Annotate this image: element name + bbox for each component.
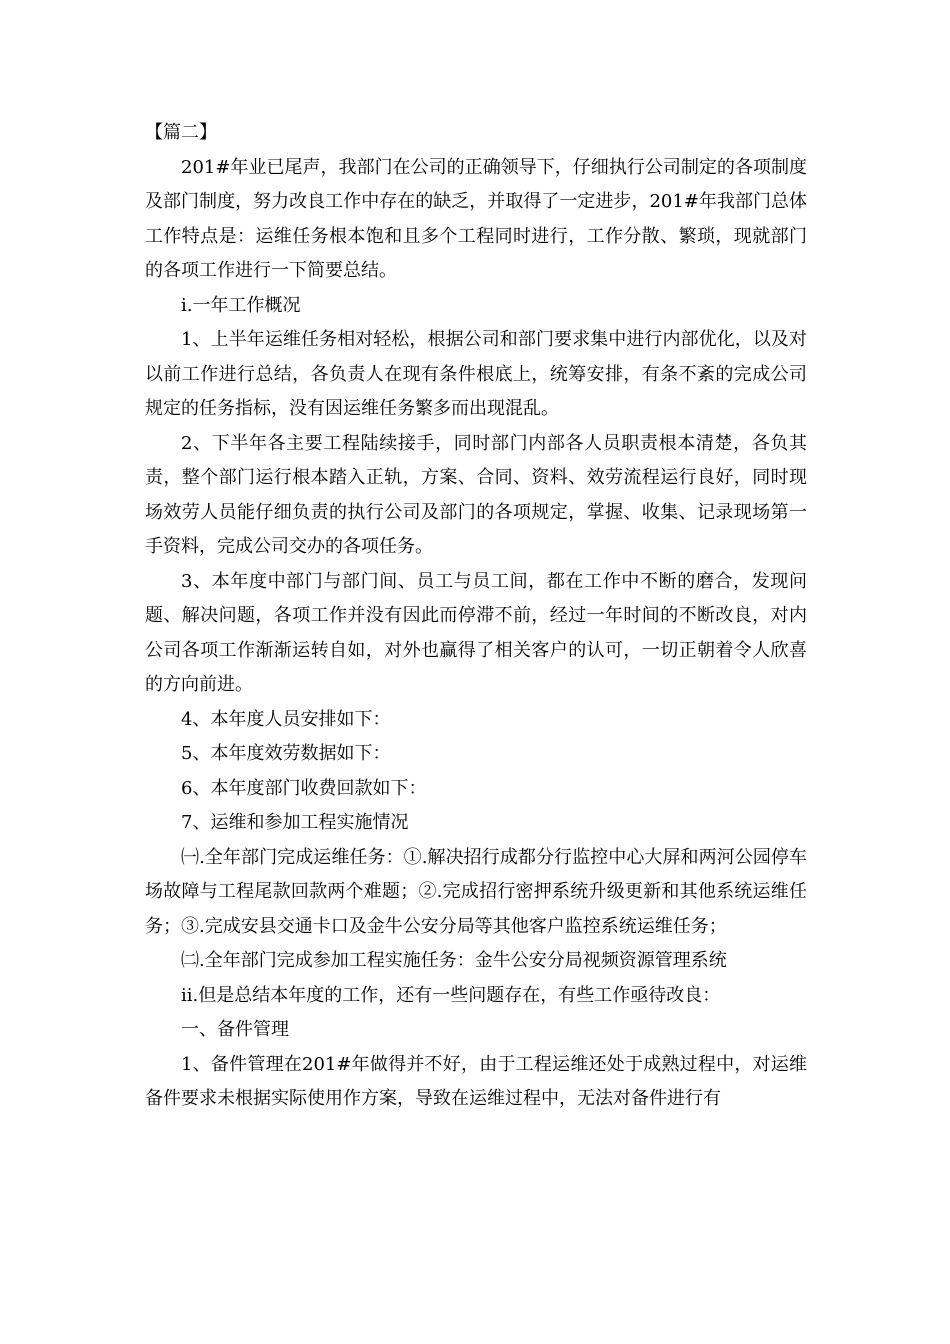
paragraph-item-4: 4、本年度人员安排如下： bbox=[181, 708, 391, 730]
section-label: 【篇二】 bbox=[145, 122, 217, 143]
paragraph-project-tasks: ㈡.全年部门完成参加工程实施任务：金牛公安分局视频资源管理系统 bbox=[181, 950, 727, 971]
paragraph-item-5: 5、本年度效劳数据如下： bbox=[181, 743, 391, 764]
heading-spare-parts: 一、备件管理 bbox=[181, 1019, 289, 1040]
paragraph-item-7: 7、运维和参加工程实施情况 bbox=[181, 812, 409, 833]
paragraph-item-2: 2、下半年各主要工程陆续接手，同时部门内部各人员职责根本清楚，各负其责，整个部门运行根本踏入正轨，方案、合同、资料、效劳流程运行良好，同时现场效劳人员能仔细负责的执行公司及部门的各项规定，掌握、收集、记录现场第一手资料，完成公司交办的各项任务。 bbox=[145, 432, 807, 557]
paragraph-item-1: 1、上半年运维任务相对轻松，根据公司和部门要求集中进行内部优化，以及对以前工作进行总结，各负责人在现有条件根底上，统筹安排，有条不紊的完成公司规定的任务指标，没有因运维任务繁多而出现混乱。 bbox=[145, 329, 807, 419]
paragraph-item-6: 6、本年度部门收费回款如下： bbox=[181, 777, 427, 799]
document-body bbox=[145, 116, 807, 1117]
paragraph-item-3: 3、本年度中部门与部门间、员工与员工间，都在工作中不断的磨合，发现问题、解决问题，各项工作并没有因此而停滞不前，经过一年时间的不断改良，对内公司各项工作渐渐运转自如，对外也赢得了相关客户的认可，一切正朝着令人欣喜的方向前进。 bbox=[145, 570, 807, 695]
heading-problems: ⅱ.但是总结本年度的工作，还有一些问题存在，有些工作亟待改良： bbox=[181, 984, 721, 1006]
paragraph-spare-parts-1: 1、备件管理在201#年做得并不好，由于工程运维还处于成熟过程中，对运维备件要求未根据实际使用作方案，导致在运维过程中，无法对备件进行有 bbox=[145, 1053, 807, 1109]
paragraph-intro: 201#年业已尾声，我部门在公司的正确领导下，仔细执行公司制定的各项制度及部门制度，努力改良工作中存在的缺乏，并取得了一定进步，201#年我部门总体工作特点是：运维任务根本饱和且多个工程同时进行，工作分散、繁琐，现就部门的各项工作进行一下简要总结。 bbox=[145, 156, 807, 281]
heading-work-overview: ⅰ.一年工作概况 bbox=[181, 294, 301, 316]
paragraph-ops-tasks: ㈠.全年部门完成运维任务：①.解决招行成都分行监控中心大屏和两河公园停车场故障与工程尾款回款两个难题；②.完成招行密押系统升级更新和其他系统运维任务；③.完成安县交通卡口及金牛公安分局等其他客户监控系统运维任务； bbox=[145, 846, 807, 937]
